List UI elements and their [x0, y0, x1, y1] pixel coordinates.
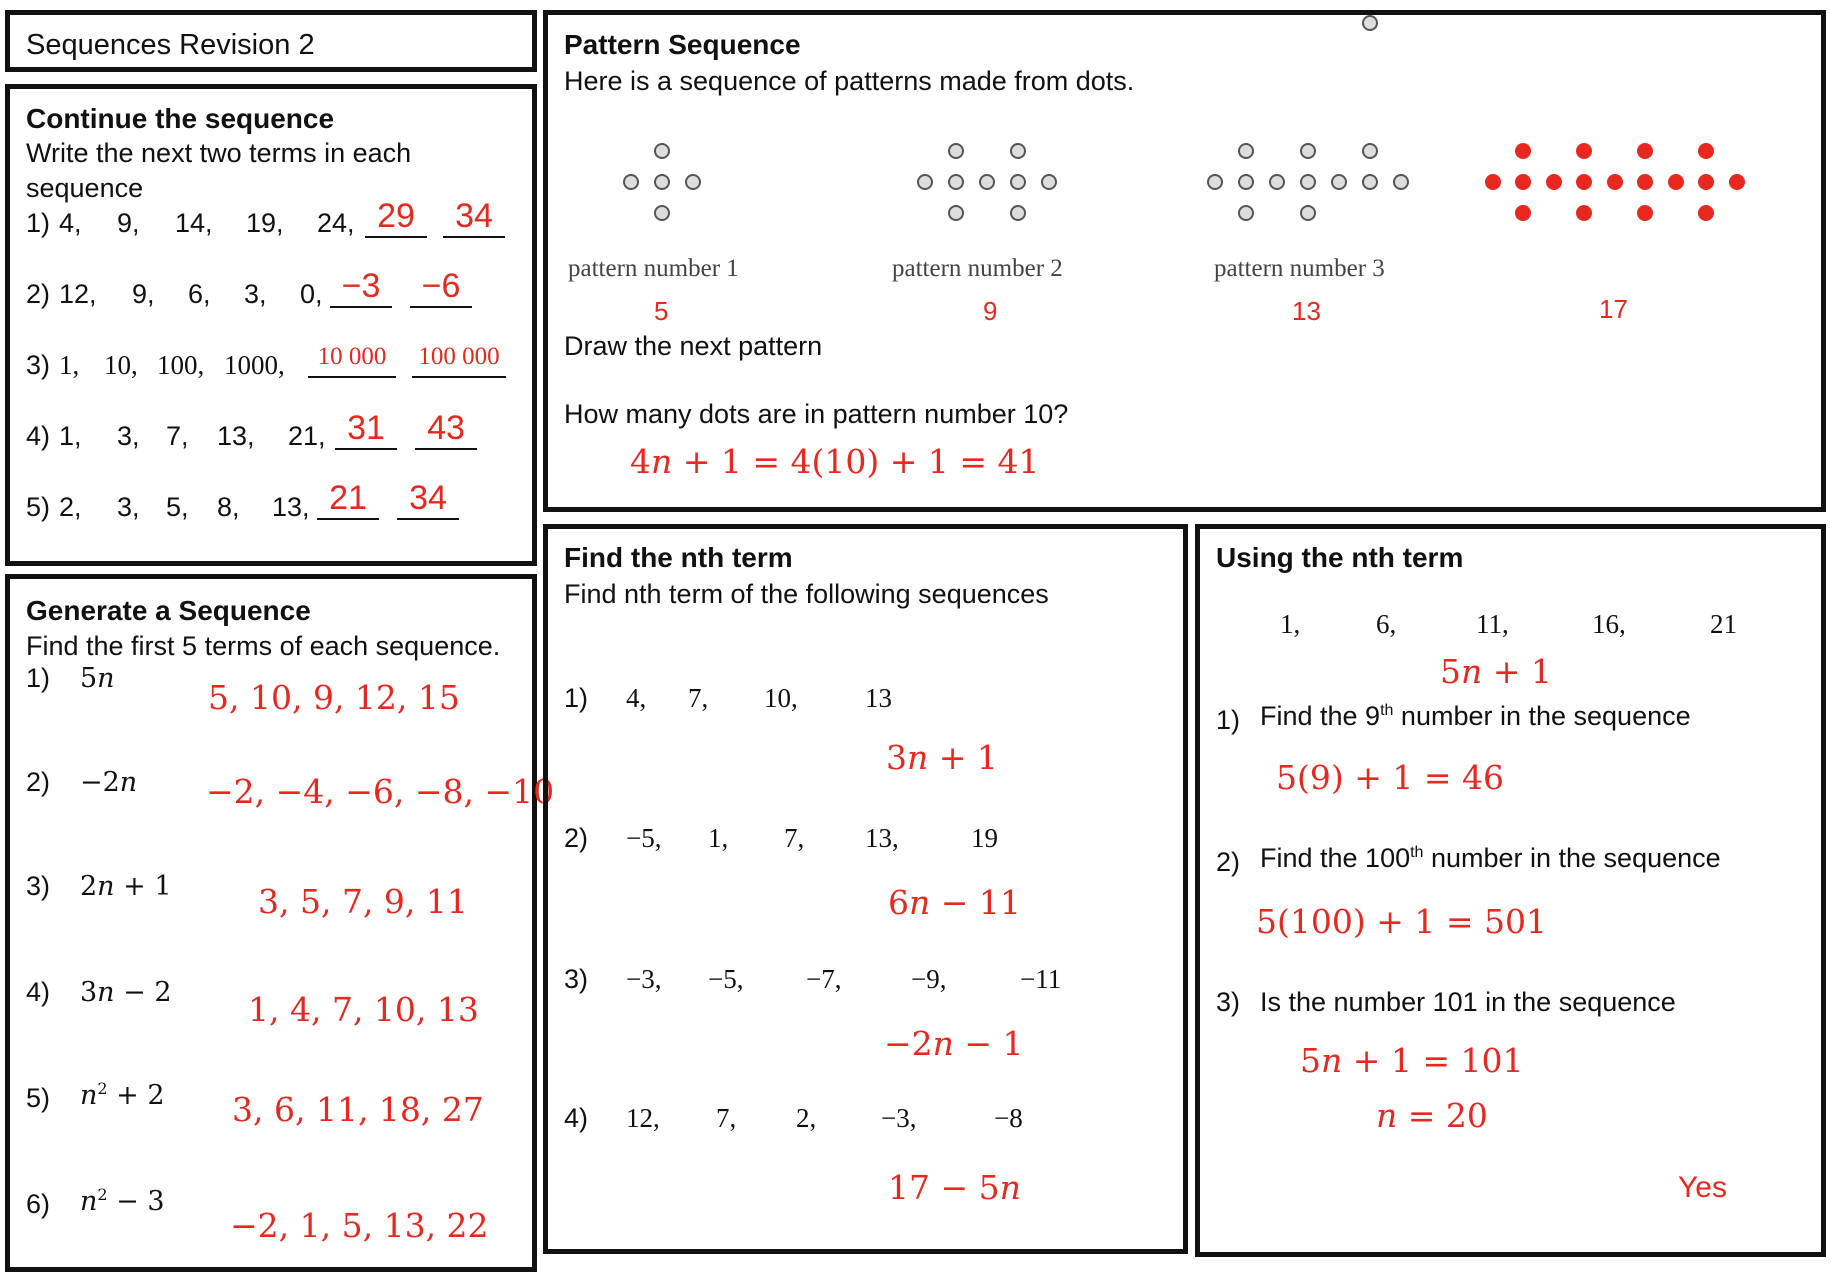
cont-4-answer-1: 31	[335, 411, 397, 450]
cont-5-answer-2: 34	[397, 481, 459, 520]
using-q2-text: Find the 100th number in the sequence	[1260, 843, 1721, 873]
cont-5-answer-1: 21	[317, 481, 379, 520]
using-term: 11,	[1476, 609, 1509, 639]
title-box	[5, 10, 537, 72]
using-heading: Using the nth term	[1216, 542, 1464, 573]
cont-4-term: 7,	[166, 421, 189, 451]
nth-3-term: −9,	[911, 964, 947, 994]
cont-5-term: 13,	[272, 492, 310, 522]
nth-heading: Find the nth term	[564, 542, 793, 573]
cont-2-term: 3,	[244, 279, 267, 309]
pattern-1-label: pattern number 1	[568, 255, 739, 282]
cont-2-answer-1: −3	[330, 269, 392, 308]
using-q3-answer-1: 5𝑛 + 1 = 101	[1300, 1041, 1524, 1080]
cont-2-term: 9,	[132, 279, 155, 309]
using-q1-text: Find the 9th number in the sequence	[1260, 701, 1691, 731]
cont-5-term: 8,	[217, 492, 240, 522]
cont-1-num: 1)	[26, 208, 51, 238]
gen-5-answer: 3, 6, 11, 18, 27	[232, 1090, 484, 1129]
cont-1-term: 14,	[175, 208, 213, 238]
nth-2-term: 7,	[784, 823, 805, 853]
using-q2-answer: 5(100) + 1 = 501	[1256, 902, 1547, 941]
generate-heading: Generate a Sequence	[26, 595, 311, 626]
pattern-question: How many dots are in pattern number 10?	[564, 399, 1069, 429]
cont-3-num: 3)	[26, 350, 51, 380]
nth-2-term: 19	[971, 823, 998, 853]
nth-3-answer: −2𝑛 − 1	[884, 1024, 1024, 1063]
nth-1-term: 10,	[764, 683, 798, 713]
nth-3-term: −3,	[626, 964, 662, 994]
cont-1-term: 24,	[317, 208, 355, 238]
cont-1-term: 19,	[246, 208, 284, 238]
gen-2-expr: −2𝑛	[80, 767, 138, 798]
pattern-heading: Pattern Sequence	[564, 29, 801, 60]
gen-1-answer: 5, 10, 9, 12, 15	[208, 678, 460, 717]
draw-prompt: Draw the next pattern	[564, 331, 823, 361]
cont-2-term: 0,	[300, 279, 323, 309]
gen-6-num: 6)	[26, 1189, 51, 1219]
gen-4-answer: 1, 4, 7, 10, 13	[248, 990, 479, 1029]
nth-1-term: 4,	[626, 683, 647, 713]
using-term: 21	[1710, 609, 1737, 639]
gen-6-answer: −2, 1, 5, 13, 22	[230, 1206, 489, 1245]
using-q2-num: 2)	[1216, 847, 1241, 877]
using-rule: 5𝑛 + 1	[1440, 652, 1552, 691]
cont-1-answer-2: 34	[443, 199, 505, 238]
using-nth-term-panel	[1195, 524, 1826, 1257]
nth-instruction: Find nth term of the following sequences	[564, 579, 1049, 609]
cont-4-answer-2: 43	[415, 411, 477, 450]
nth-1-term: 7,	[688, 683, 709, 713]
continue-heading: Continue the sequence	[26, 103, 335, 134]
gen-3-expr: 2𝑛 + 1	[80, 871, 172, 902]
gen-6-expr: 𝑛$^2$ − 3	[80, 1185, 165, 1217]
using-q1-answer: 5(9) + 1 = 46	[1276, 758, 1504, 797]
using-q1-num: 1)	[1216, 705, 1241, 735]
pattern-1-count: 5	[654, 296, 669, 326]
cont-4-term: 13,	[217, 421, 255, 451]
cont-4-num: 4)	[26, 421, 51, 451]
nth-4-answer: 17 − 5𝑛	[888, 1168, 1021, 1207]
using-q3-num: 3)	[1216, 987, 1241, 1017]
nth-1-term: 13	[865, 683, 892, 713]
nth-4-term: 12,	[626, 1103, 660, 1133]
gen-5-num: 5)	[26, 1083, 51, 1113]
using-q3-answer-2: 𝑛 = 20	[1376, 1096, 1488, 1135]
cont-1-answer-1: 29	[365, 199, 427, 238]
using-term: 16,	[1592, 609, 1626, 639]
continue-instruction-2: sequence	[26, 173, 144, 203]
cont-4-term: 3,	[117, 421, 140, 451]
cont-2-num: 2)	[26, 279, 51, 309]
nth-3-term: −7,	[806, 964, 842, 994]
nth-4-num: 4)	[564, 1103, 589, 1133]
gen-4-expr: 3𝑛 − 2	[80, 977, 172, 1008]
cont-3-answer-1: 10 000	[308, 344, 396, 378]
page-title: Sequences Revision 2	[26, 29, 315, 61]
nth-4-term: −3,	[881, 1103, 917, 1133]
gen-3-num: 3)	[26, 871, 51, 901]
using-term: 1,	[1280, 609, 1301, 639]
generate-instruction: Find the first 5 terms of each sequence.	[26, 631, 501, 661]
using-q3-answer-3: Yes	[1678, 1171, 1727, 1204]
nth-2-answer: 6𝑛 − 11	[888, 883, 1021, 922]
cont-4-term: 21,	[288, 421, 326, 451]
cont-3-term: 1,	[59, 350, 80, 380]
pattern-sequence-panel	[543, 10, 1826, 512]
nth-2-num: 2)	[564, 823, 589, 853]
gen-2-num: 2)	[26, 767, 51, 797]
nth-1-num: 1)	[564, 683, 589, 713]
pattern-intro: Here is a sequence of patterns made from dots.	[564, 66, 1135, 96]
nth-2-term: 13,	[865, 823, 899, 853]
pattern-2-count: 9	[983, 296, 998, 326]
gen-4-num: 4)	[26, 977, 51, 1007]
gen-1-expr: 5𝑛	[80, 663, 115, 694]
nth-4-term: −8	[994, 1103, 1023, 1133]
cont-4-term: 1,	[59, 421, 82, 451]
pattern-3-label: pattern number 3	[1214, 255, 1385, 282]
cont-1-term: 4,	[59, 208, 82, 238]
cont-5-term: 5,	[166, 492, 189, 522]
gen-3-answer: 3, 5, 7, 9, 11	[258, 882, 468, 921]
cont-3-answer-2: 100 000	[412, 344, 506, 378]
pattern-2-label: pattern number 2	[892, 255, 1063, 282]
nth-2-term: 1,	[708, 823, 729, 853]
gen-1-num: 1)	[26, 663, 51, 693]
cont-2-answer-2: −6	[410, 269, 472, 308]
continue-sequence-panel	[5, 84, 537, 566]
gen-2-answer: −2, −4, −6, −8, −10	[206, 772, 555, 811]
cont-3-term: 100,	[157, 350, 205, 380]
nth-2-term: −5,	[626, 823, 662, 853]
pattern-4-count: 17	[1599, 294, 1628, 324]
cont-5-term: 3,	[117, 492, 140, 522]
pattern-3-count: 13	[1292, 296, 1321, 326]
cont-5-num: 5)	[26, 492, 51, 522]
nth-4-term: 7,	[716, 1103, 737, 1133]
cont-2-term: 6,	[188, 279, 211, 309]
pattern-answer: 4𝑛 + 1 = 4(10) + 1 = 41	[630, 442, 1040, 481]
nth-1-answer: 3𝑛 + 1	[886, 738, 998, 777]
generate-sequence-panel	[5, 574, 555, 1272]
nth-3-term: −11	[1020, 964, 1062, 994]
cont-3-term: 1000,	[224, 350, 285, 380]
nth-3-num: 3)	[564, 964, 589, 994]
using-q3-text: Is the number 101 in the sequence	[1260, 987, 1676, 1017]
nth-3-term: −5,	[708, 964, 744, 994]
cont-3-term: 10,	[104, 350, 138, 380]
continue-instruction-1: Write the next two terms in each	[26, 138, 412, 168]
cont-2-term: 12,	[59, 279, 97, 309]
using-term: 6,	[1376, 609, 1397, 639]
nth-4-term: 2,	[796, 1103, 817, 1133]
cont-5-term: 2,	[59, 492, 82, 522]
find-nth-term-panel	[543, 524, 1188, 1254]
cont-1-term: 9,	[117, 208, 140, 238]
gen-5-expr: 𝑛$^2$ + 2	[80, 1079, 165, 1111]
